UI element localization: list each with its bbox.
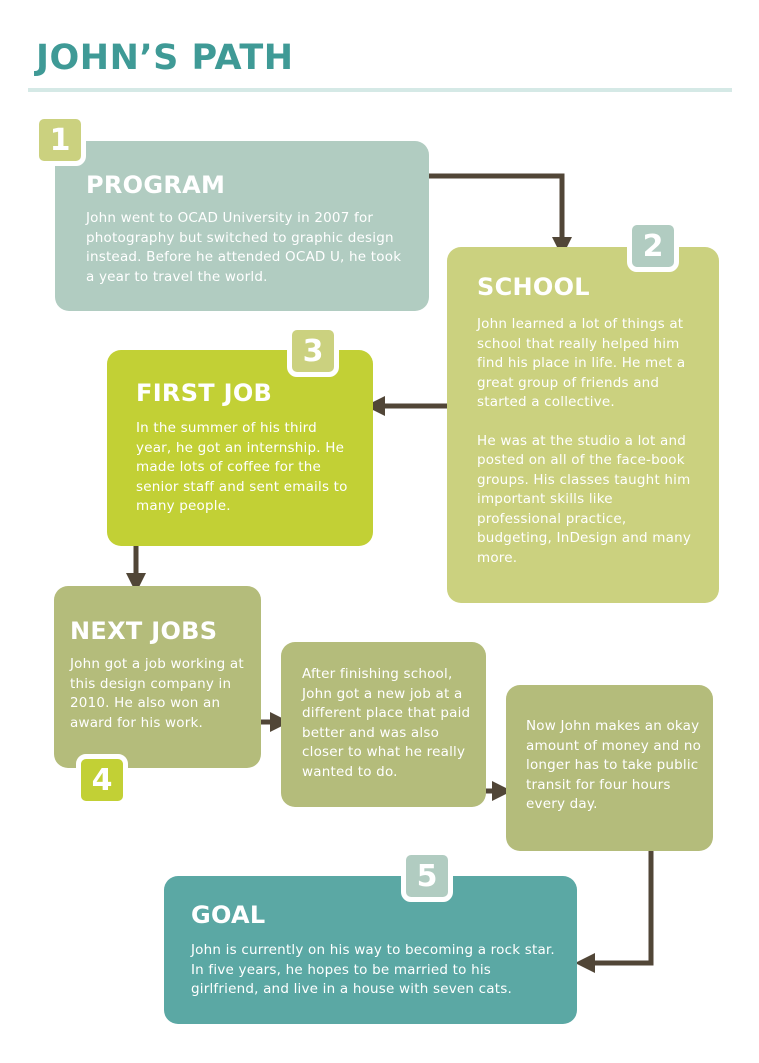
step-goal-text: John is currently on his way to becoming a rock star. In five years, he hopes to be married to his girlfriend, and live in a house with seven cats. <box>191 942 555 997</box>
step-3-badge: 3 <box>287 325 339 377</box>
step-next-jobs-text: John got a job working at this design company in 2010. He also won an award for his work. <box>70 656 244 731</box>
arrow-program-to-school <box>410 176 562 248</box>
step-program-title: PROGRAM <box>86 171 226 199</box>
step-goal-title: GOAL <box>191 901 266 929</box>
step-first-job-title: FIRST JOB <box>136 379 273 407</box>
step-school-title: SCHOOL <box>477 273 590 301</box>
new-job-box <box>281 642 486 807</box>
step-school-box <box>447 247 719 603</box>
step-school-text: John learned a lot of things at school that really helped him find his place in life. He met a great group of friends and started a collective. <box>477 316 686 410</box>
step-goal-box <box>164 876 577 1024</box>
step-1-badge: 1 <box>34 114 86 166</box>
step-next-jobs-title: NEXT JOBS <box>70 617 218 645</box>
step-first-job-text: In the summer of his third year, he got an internship. He made lots of coffee for the senior staff and sent emails to many people. <box>136 420 348 514</box>
step-5-badge: 5 <box>401 850 453 902</box>
step-school-text-2: He was at the studio a lot and posted on all of the face-book groups. His classes taught him important skills like professional practice, budgeting, InDesign and many more. <box>477 432 692 566</box>
current-job-box <box>506 685 713 851</box>
step-2-badge: 2 <box>627 220 679 272</box>
step-next-jobs-box <box>54 586 261 768</box>
arrow-now-to-goal <box>584 836 651 963</box>
step-first-job-box <box>107 350 373 546</box>
current-job-text: Now John makes an okay amount of money and no longer has to take public transit for four hours every day. <box>526 718 702 812</box>
step-program-text: John went to OCAD University in 2007 for photography but switched to graphic design instead. Before he attended OCAD U, he took a year to travel the world. <box>86 210 402 285</box>
step-program-box <box>55 141 429 311</box>
new-job-text: After finishing school, John got a new job at a different place that paid better and was also closer to what he really wanted to do. <box>302 666 471 780</box>
page-title: JOHN’S PATH <box>36 38 294 78</box>
step-4-badge: 4 <box>76 754 128 806</box>
